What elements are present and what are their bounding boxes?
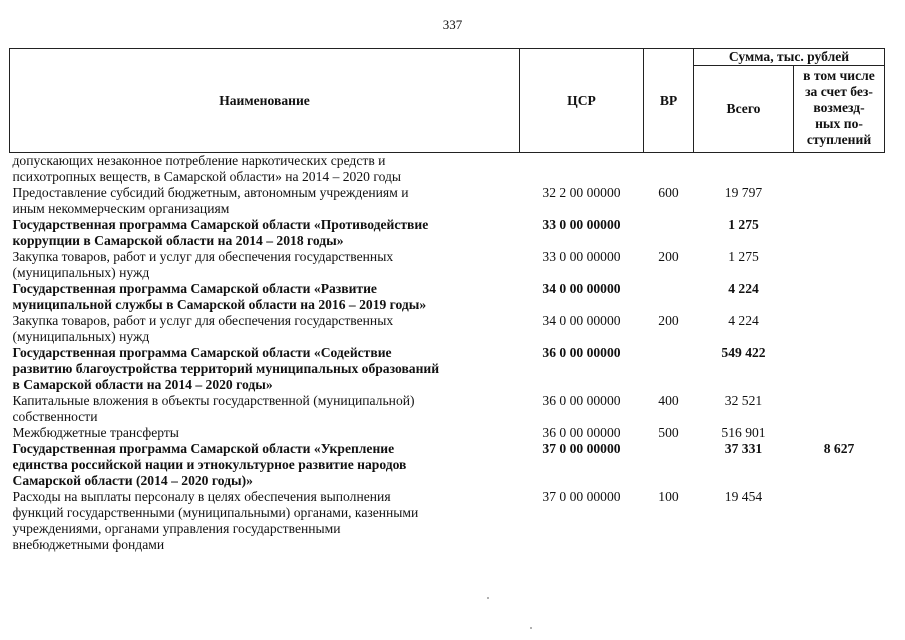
row-incl — [794, 393, 885, 425]
row-incl — [794, 249, 885, 281]
row-name — [10, 185, 520, 217]
row-name-line: коррупции в Самарской области на 2014 – 2018 годы» — [12, 233, 344, 248]
row-vr: 400 — [658, 393, 679, 408]
table-row — [10, 185, 885, 217]
header-vr: ВР — [644, 49, 694, 153]
row-csr: 34 0 00 00000 — [542, 281, 621, 296]
scan-speck — [487, 597, 489, 599]
table-row — [10, 345, 885, 393]
row-name — [10, 489, 520, 553]
row-csr — [520, 153, 644, 186]
page-number: 337 — [442, 17, 463, 32]
row-name-line: в Самарской области на 2014 – 2020 годы» — [12, 377, 273, 392]
budget-table — [9, 48, 885, 553]
row-name-line: психотропных веществ, в Самарской области» на 2014 – 2020 годы — [12, 169, 402, 184]
row-name-line: Государственная программа Самарской области «Содействие — [12, 345, 392, 360]
row-name — [10, 249, 520, 281]
header-incl — [794, 66, 885, 153]
row-csr: 32 2 00 00000 — [542, 185, 621, 200]
row-incl — [794, 489, 885, 553]
row-name-line: допускающих незаконное потребление наркотических средств и — [12, 153, 386, 168]
row-name — [10, 345, 520, 393]
row-csr: 36 0 00 00000 — [542, 393, 621, 408]
row-name-line: собственности — [12, 409, 98, 424]
row-name-line: Межбюджетные трансферты — [12, 425, 179, 440]
row-total: 1 275 — [728, 249, 759, 264]
table-row — [10, 441, 885, 489]
scan-speck — [530, 627, 532, 629]
row-vr: 200 — [658, 249, 679, 264]
row-name-line: развитию благоустройства территорий муниципальных образований — [12, 361, 440, 376]
header-incl-line: ных по- — [815, 116, 863, 131]
row-csr: 33 0 00 00000 — [542, 217, 621, 232]
row-name-line: функций государственными (муниципальными) органами, казенными — [12, 505, 419, 520]
row-name — [10, 313, 520, 345]
row-incl — [794, 425, 885, 441]
row-name-line: учреждениями, органами управления государственными — [12, 521, 341, 536]
row-incl: 8 627 — [823, 441, 855, 456]
row-total: 37 331 — [724, 441, 763, 456]
row-name-line: Предоставление субсидий бюджетным, автономным учреждениям и — [12, 185, 409, 200]
row-name — [10, 393, 520, 425]
row-name-line: Самарской области (2014 – 2020 годы)» — [12, 473, 253, 488]
table-row — [10, 489, 885, 553]
row-name-line: Государственная программа Самарской области «Противодействие — [12, 217, 429, 232]
header-incl-line: ступлений — [806, 132, 872, 147]
row-name-line: единства российской нации и этнокультурное развитие народов — [12, 457, 407, 472]
header-total: Всего — [694, 66, 794, 153]
row-csr: 36 0 00 00000 — [542, 425, 621, 440]
row-vr: 100 — [658, 489, 679, 504]
table-row — [10, 313, 885, 345]
row-csr: 33 0 00 00000 — [542, 249, 621, 264]
header-sum: Сумма, тыс. рублей — [694, 49, 885, 66]
table-row — [10, 249, 885, 281]
row-name-line: внебюджетными фондами — [12, 537, 165, 552]
row-name — [10, 281, 520, 313]
row-name-line: Капитальные вложения в объекты государственной (муниципальной) — [12, 393, 415, 408]
row-vr — [644, 153, 694, 186]
header-name: Наименование — [10, 49, 520, 153]
row-name-line: Расходы на выплаты персоналу в целях обеспечения выполнения — [12, 489, 391, 504]
row-total: 32 521 — [724, 393, 763, 408]
row-incl — [794, 153, 885, 186]
row-vr — [644, 281, 694, 313]
row-name — [10, 153, 520, 186]
header-csr: ЦСР — [520, 49, 644, 153]
row-name — [10, 217, 520, 249]
row-name — [10, 441, 520, 489]
row-csr: 37 0 00 00000 — [542, 489, 621, 504]
row-total: 19 454 — [724, 489, 763, 504]
row-name-line: Закупка товаров, работ и услуг для обеспечения государственных — [12, 313, 394, 328]
row-csr: 37 0 00 00000 — [542, 441, 621, 456]
table-row — [10, 217, 885, 249]
row-csr: 36 0 00 00000 — [542, 345, 621, 360]
row-total: 549 422 — [721, 345, 766, 360]
table-header — [10, 49, 885, 153]
row-incl — [794, 281, 885, 313]
row-total: 516 901 — [721, 425, 766, 440]
row-vr — [644, 441, 694, 489]
row-vr — [644, 217, 694, 249]
row-incl — [794, 345, 885, 393]
row-name-line: иным некоммерческим организациям — [12, 201, 230, 216]
row-name-line: Закупка товаров, работ и услуг для обеспечения государственных — [12, 249, 394, 264]
row-name — [10, 425, 520, 441]
table-row — [10, 281, 885, 313]
header-incl-line: возмезд- — [813, 100, 865, 115]
row-vr: 600 — [658, 185, 679, 200]
row-name-line: Государственная программа Самарской области «Развитие — [12, 281, 377, 296]
row-incl — [794, 217, 885, 249]
row-total: 4 224 — [728, 281, 759, 296]
table-row — [10, 153, 885, 186]
row-name-line: (муниципальных) нужд — [12, 265, 150, 280]
table-row — [10, 393, 885, 425]
row-incl — [794, 185, 885, 217]
table-body — [10, 153, 885, 554]
row-total: 19 797 — [724, 185, 763, 200]
header-incl-line: в том числе — [803, 68, 875, 83]
row-name-line: (муниципальных) нужд — [12, 329, 150, 344]
row-vr — [644, 345, 694, 393]
row-vr: 500 — [658, 425, 679, 440]
row-csr: 34 0 00 00000 — [542, 313, 621, 328]
row-total: 4 224 — [728, 313, 759, 328]
row-total: 1 275 — [728, 217, 759, 232]
row-total — [694, 153, 794, 186]
header-incl-line: за счет без- — [805, 84, 873, 99]
row-name-line: Государственная программа Самарской области «Укрепление — [12, 441, 395, 456]
row-incl — [794, 313, 885, 345]
row-vr: 200 — [658, 313, 679, 328]
table-row — [10, 425, 885, 441]
row-name-line: муниципальной службы в Самарской области на 2016 – 2019 годы» — [12, 297, 427, 312]
